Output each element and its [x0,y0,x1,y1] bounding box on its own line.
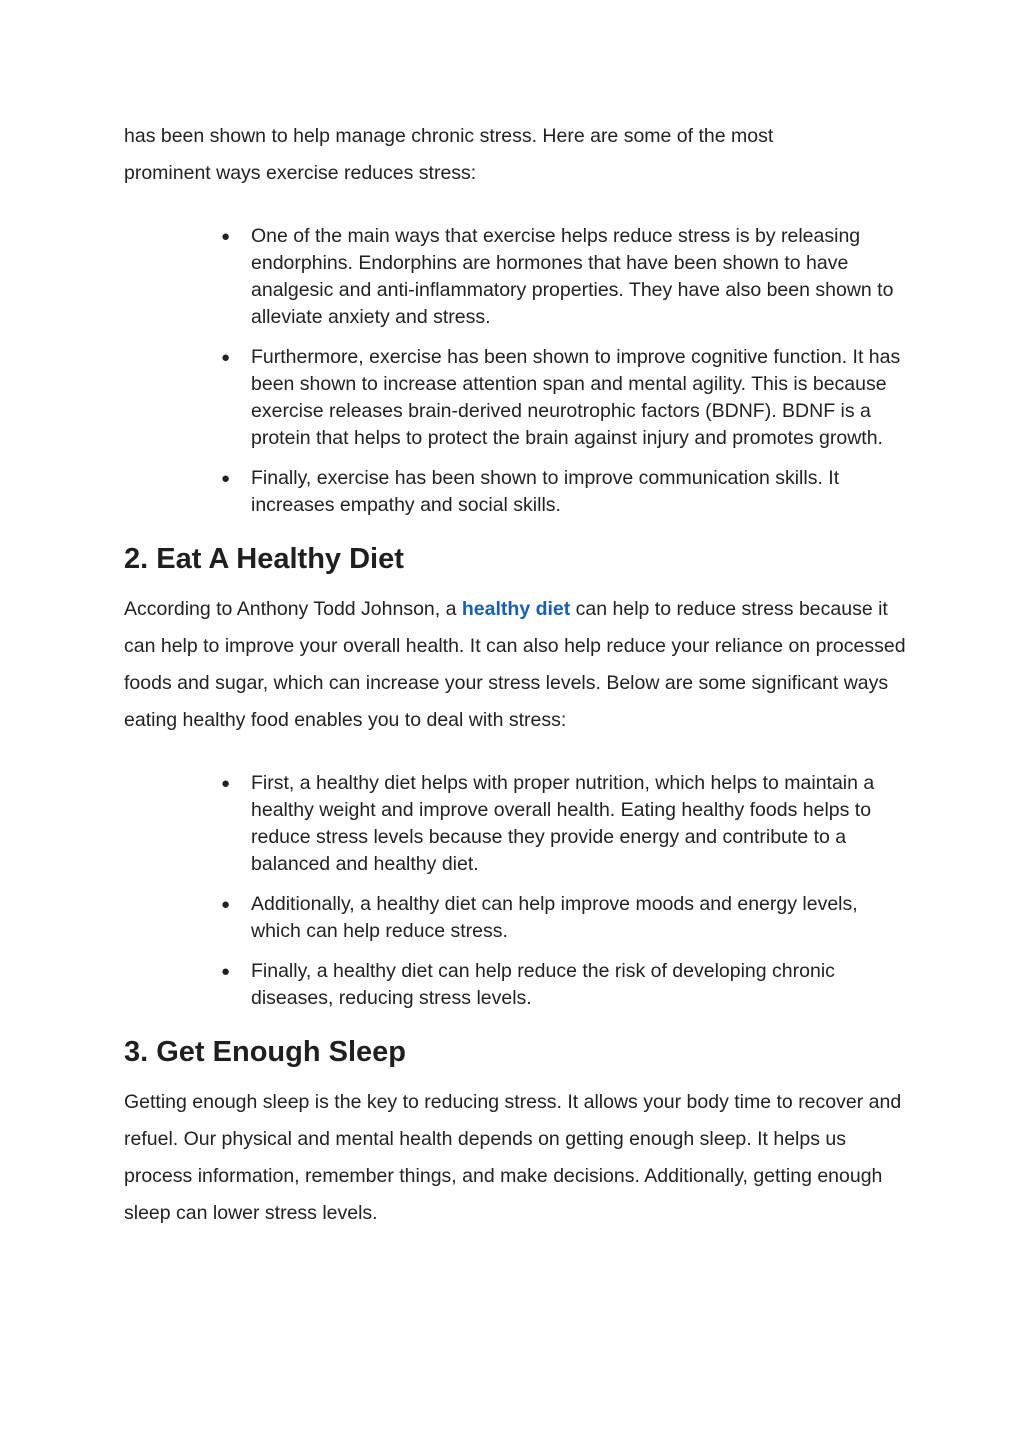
bullet-icon: ● [221,228,231,245]
section-heading-diet: 2. Eat A Healthy Diet [124,543,404,575]
intro-line: has been shown to help manage chronic stress. Here are some of the most [124,125,774,147]
list-item [221,770,906,878]
list-item [221,223,906,331]
list-item-text: Finally, exercise has been shown to improve communication skills. It increases empathy and social skills. [251,467,840,516]
list-item-text: First, a healthy diet helps with proper nutrition, which helps to maintain a healthy weight and improve overall health. Eating healthy foods helps to reduce stress levels because they provide energy and contribute to a balanced and healthy diet. [251,772,875,875]
list-item [221,344,906,452]
list-item-text: Additionally, a healthy diet can help improve moods and energy levels, which can help reduce stress. [251,893,858,942]
diet-paragraph [124,591,906,739]
list-item-text: One of the main ways that exercise helps reduce stress is by releasing endorphins. Endorphins are hormones that have been shown to have analgesic and anti-inflammatory properties. They have also been shown to alleviate anxiety and stress. [251,225,894,328]
bullet-icon: ● [221,775,231,792]
list-item [221,958,906,1012]
list-item [221,891,906,945]
list-item-text: Finally, a healthy diet can help reduce the risk of developing chronic diseases, reducing stress levels. [251,960,835,1009]
list-item-text: Furthermore, exercise has been shown to improve cognitive function. It has been shown to increase attention span and mental agility. This is because exercise releases brain-derived neurotrophic factors (BDNF). BDNF is a protein that helps to protect the brain against injury and promotes growth. [251,346,901,449]
intro-line: prominent ways exercise reduces stress: [124,162,477,184]
bullet-icon: ● [221,963,231,980]
healthy-diet-link[interactable]: healthy diet [461,598,571,620]
sleep-paragraph: Getting enough sleep is the key to reducing stress. It allows your body time to recover and refuel. Our physical and mental health depends on getting enough sleep. It helps us process information, remember things, and make decisions. Additionally, getting enough sleep can lower stress levels. [124,1091,902,1224]
diet-paragraph-rest: can help to reduce stress because it can help to improve your overall health. It can also help reduce your reliance on processed foods and sugar, which can increase your stress levels. Below are some significant ways eating healthy food enables you to deal with stress: [124,598,906,731]
diet-paragraph-lead: According to Anthony Todd Johnson, a [124,598,462,620]
document-page [124,118,906,1232]
bullet-icon: ● [221,349,231,366]
list-item [221,465,906,519]
bullet-icon: ● [221,470,231,487]
bullet-icon: ● [221,896,231,913]
diet-bullet-list [124,770,906,1012]
section-heading-sleep: 3. Get Enough Sleep [124,1036,406,1068]
exercise-bullet-list [124,223,906,519]
